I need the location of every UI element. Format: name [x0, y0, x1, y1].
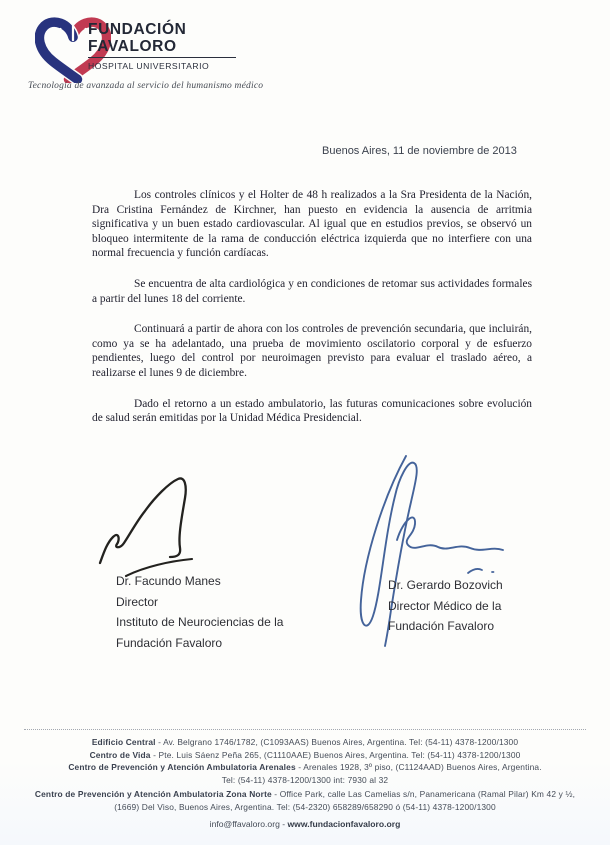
signer-role: Fundación Favaloro [388, 619, 495, 633]
signer-name: Dr. Gerardo Bozovich [388, 578, 503, 592]
footer-entry: (1669) Del Viso, Buenos Aires, Argentina. Tel: (54-2320) 658289/658290 ó (54-11) 4378-1200/1300 [114, 801, 496, 812]
signer-name: Dr. Facundo Manes [116, 574, 221, 588]
footer-entry: Edificio Central - Av. Belgrano 1746/1782, (C1093AAS) Buenos Aires, Argentina. Tel: (54-11) 4378-1200/1300 [91, 737, 519, 747]
org-name-line2: FAVALORO [88, 38, 177, 55]
footer-entry: Centro de Vida - Pte. Luis Sáenz Peña 265, (C1110AAE) Buenos Aires, Argentina. Tel: (54-11) 4378-1200/1300 [89, 749, 521, 760]
logo-left-slit [59, 29, 63, 55]
signer-role: Director Médico de la [388, 598, 502, 613]
footer-entry: Tel: (54-11) 4378-1200/1300 int: 7930 al 32 [221, 774, 389, 785]
signature-right-block [388, 575, 503, 637]
signer-role: Instituto de Neurociencias de la [116, 615, 284, 629]
logo-right-slit [83, 29, 87, 55]
letter-body [92, 188, 532, 442]
footer-entry: Centro de Prevención y Atención Ambulatoria Zona Norte - Office Park, calle Las Camelias s/n, Panamericana (Ramal Pilar) Km 42 y ½, [34, 789, 576, 800]
paragraph: Los controles clínicos y el Holter de 48 h realizados a la Sra Presidenta de la Nación, Dra Cristina Fernández de Kirchner, han puesto en evidencia la ausencia de arritmia significativa y un buen estado cardiovascular. Al igual que en estudios previos, se observó un bloqueo intermitente de la rama de conducción eléctrica izquierda que no interfiere con una normal frecuencia y función cardíacas. [92, 189, 532, 260]
footer-entry: Centro de Prevención y Atención Ambulatoria Arenales - Arenales 1928, 3º piso, (C1124AAD) Buenos Aires, Argentina. [68, 762, 542, 773]
org-name-block [88, 21, 236, 71]
org-name-rule [88, 57, 236, 58]
footer-separator [24, 729, 586, 730]
footer-website: www.fundacionfavaloro.org [287, 818, 401, 829]
signature-manes-ink-icon [92, 464, 234, 582]
signature-left-block [116, 571, 283, 653]
paragraph: Se encuentra de alta cardiológica y en condiciones de retomar sus actividades formales a partir del lunes 18 del corriente. [92, 277, 532, 305]
paragraph: Continuará a partir de ahora con los controles de prevención secundaria, que incluirán, como ya se ha adelantado, una prueba de movimiento oscilatorio corporal y de esfuerzo pendientes, luego del control por neuroimagen previsto para evaluar el traslado aéreo, a realizarse el lunes 9 de diciembre. [92, 323, 532, 379]
footer [0, 729, 610, 829]
signer-role: Fundación Favaloro [116, 635, 223, 650]
signer-role: Director [116, 594, 159, 609]
date-line: Buenos Aires, 11 de noviembre de 2013 [322, 145, 517, 157]
footer-email: info@ffavaloro.org - [209, 818, 288, 829]
tagline: Tecnología de avanzada al servicio del humanismo médico [28, 81, 264, 91]
logo-blue-ribbon [39, 22, 77, 79]
paragraph: Dado el retorno a un estado ambulatorio, las futuras comunicaciones sobre evolución de salud serán emitidas por la Unidad Médica Presidencial. [92, 397, 532, 425]
hospital-subtitle: HOSPITAL UNIVERSITARIO [88, 60, 210, 71]
org-name-line1: FUNDACIÓN [88, 21, 187, 38]
footer-contact [0, 819, 610, 829]
